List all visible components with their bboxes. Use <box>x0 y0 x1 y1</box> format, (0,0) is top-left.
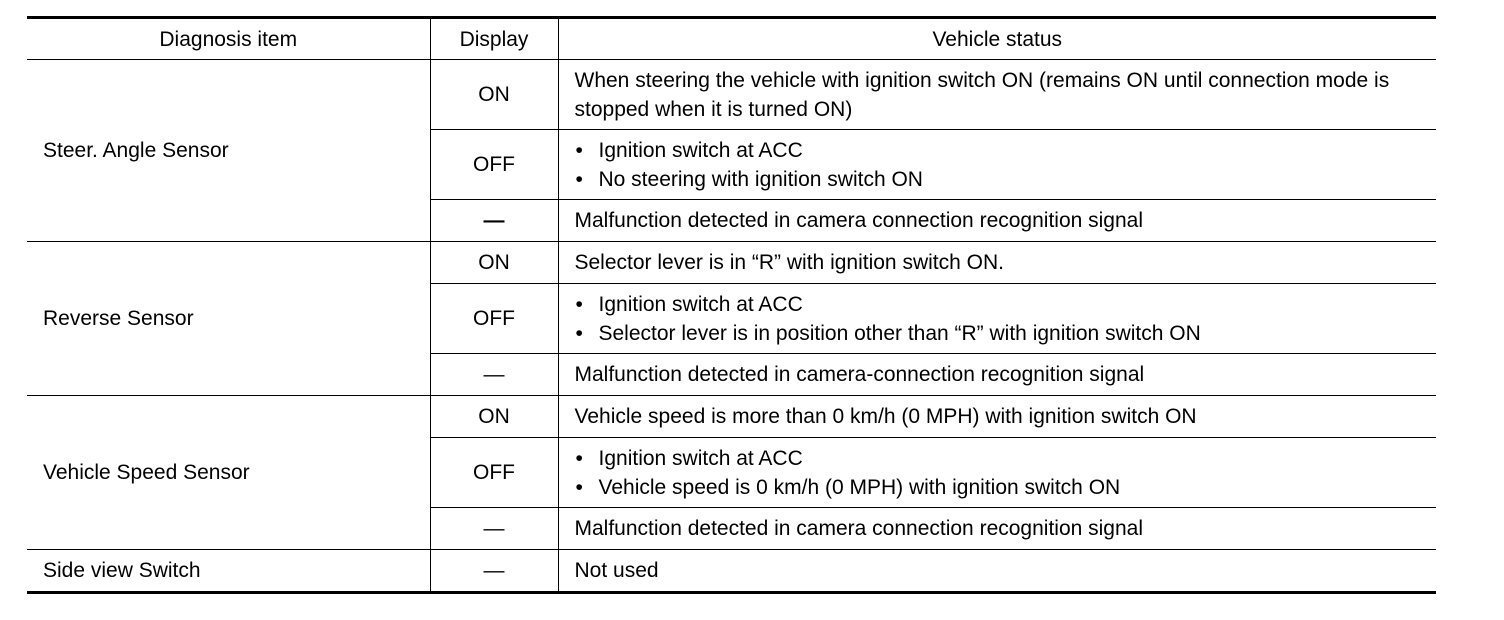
status-bullet: • Ignition switch at ACC <box>575 444 1417 473</box>
display-cell: ON <box>430 60 558 130</box>
status-bullet: • No steering with ignition switch ON <box>575 165 1417 194</box>
vehicle-status-cell <box>558 438 1436 508</box>
display-cell: OFF <box>430 438 558 508</box>
diagnosis-item-cell: Steer. Angle Sensor <box>27 60 430 242</box>
vehicle-status-cell <box>558 284 1436 354</box>
status-bullet: • Ignition switch at ACC <box>575 136 1417 165</box>
diagnosis-item-cell: Reverse Sensor <box>27 242 430 396</box>
status-bullet-list <box>575 290 1417 348</box>
diagnosis-item-cell: Side view Switch <box>27 550 430 593</box>
vehicle-status-cell: Not used <box>558 550 1436 593</box>
diagnosis-item-cell: Vehicle Speed Sensor <box>27 396 430 550</box>
table-row <box>27 550 1436 593</box>
display-cell: — <box>430 354 558 396</box>
table-row <box>27 60 1436 130</box>
status-bullet-list <box>575 444 1417 502</box>
vehicle-status-cell: Selector lever is in “R” with ignition switch ON. <box>558 242 1436 284</box>
vehicle-status-cell: Malfunction detected in camera connection recognition signal <box>558 508 1436 550</box>
vehicle-status-cell <box>558 130 1436 200</box>
display-cell: — <box>430 508 558 550</box>
header-display: Display <box>430 18 558 60</box>
status-bullet: • Ignition switch at ACC <box>575 290 1417 319</box>
status-bullet: • Selector lever is in position other than “R” with ignition switch ON <box>575 319 1417 348</box>
display-cell: ON <box>430 396 558 438</box>
vehicle-status-cell: Vehicle speed is more than 0 km/h (0 MPH) with ignition switch ON <box>558 396 1436 438</box>
vehicle-status-cell: When steering the vehicle with ignition switch ON (remains ON until connection mode is stopped when it is turned ON) <box>558 60 1436 130</box>
display-cell: — <box>430 550 558 593</box>
display-cell: — <box>430 200 558 242</box>
table-row <box>27 242 1436 284</box>
status-bullet: • Vehicle speed is 0 km/h (0 MPH) with ignition switch ON <box>575 473 1417 502</box>
display-cell: OFF <box>430 284 558 354</box>
header-vehicle-status: Vehicle status <box>558 18 1436 60</box>
vehicle-status-cell: Malfunction detected in camera-connection recognition signal <box>558 354 1436 396</box>
table-row <box>27 396 1436 438</box>
status-bullet-list <box>575 136 1417 194</box>
diagnosis-table <box>27 16 1436 594</box>
header-diagnosis-item: Diagnosis item <box>27 18 430 60</box>
header-row <box>27 18 1436 60</box>
vehicle-status-cell: Malfunction detected in camera connection recognition signal <box>558 200 1436 242</box>
display-cell: ON <box>430 242 558 284</box>
display-cell: OFF <box>430 130 558 200</box>
